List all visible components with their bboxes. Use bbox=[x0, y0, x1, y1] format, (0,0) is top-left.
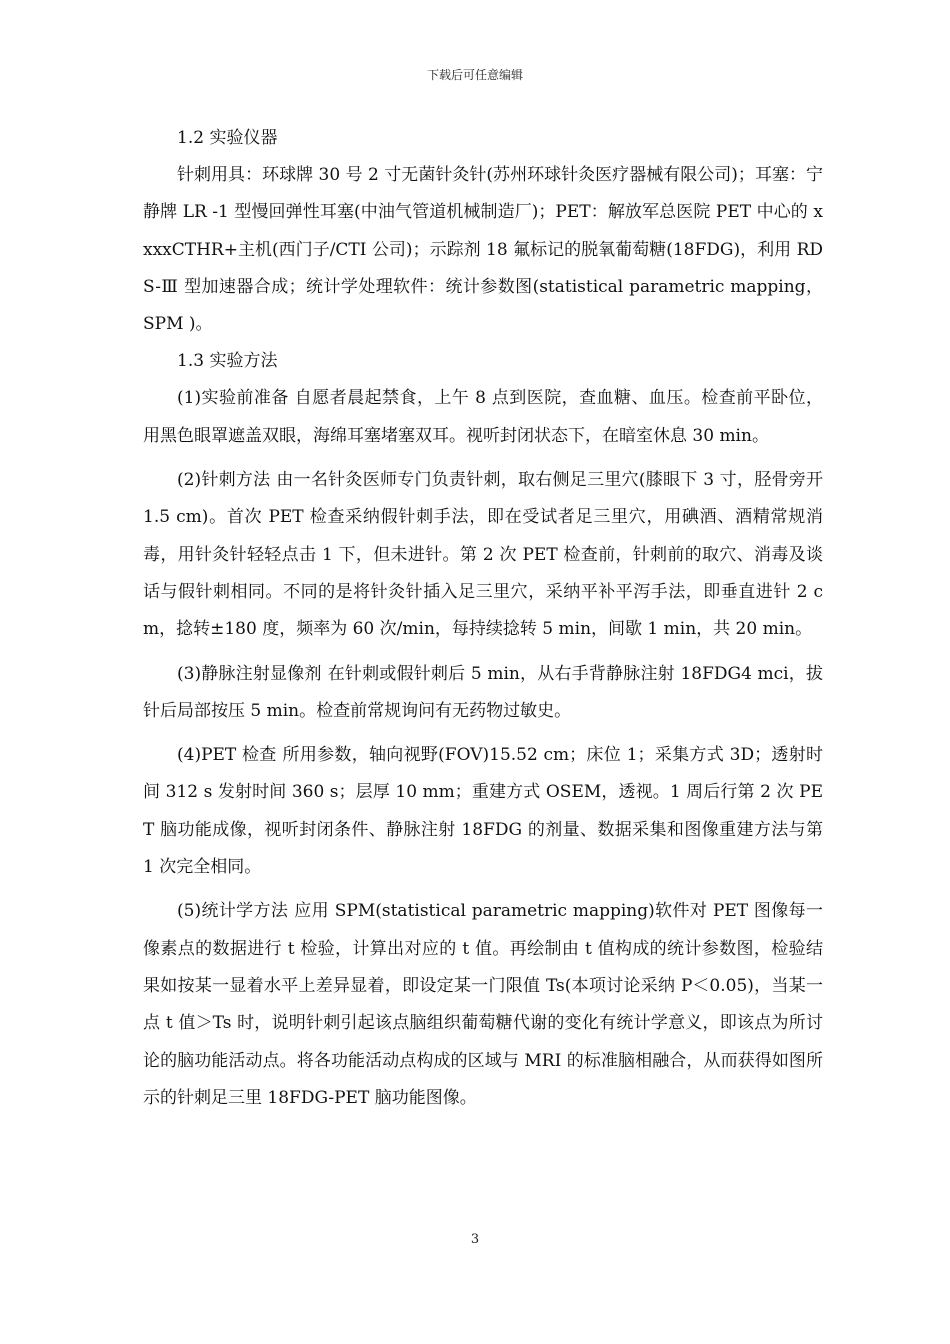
paragraph-gap bbox=[143, 886, 823, 893]
page-header: 下载后可任意编辑 bbox=[426, 68, 523, 82]
paragraph-instruments: 针刺用具：环球牌 30 号 2 寸无菌针灸针(苏州环球针灸医疗器械有限公司)；耳塞：宁静牌 LR -1 型慢回弹性耳塞(中油气管道机械制造厂)；PET：解放军总医院 PET 中心的 xxxxCTHR+主机(西门子/CTI 公司)；示踪剂 18 氟标记的脱氧葡萄糖(18FDG)，利用 RDS-Ⅲ 型加速器合成；统计学处理软件：统计参数图(statistical parametric mapping，SPM )。 bbox=[143, 165, 823, 335]
method-2-text: 由一名针灸医师专门负责针刺，取右侧足三里穴(膝眼下 3 寸，胫骨旁开 1.5 cm)。首次 PET 检查采纳假针刺手法，即在受试者足三里穴，用碘酒、酒精常规消毒，用针灸针轻轻点击 1 下，但未进针。第 2 次 PET 检查前，针刺前的取穴、消毒及谈话与假针刺相同。不同的是将针灸针插入足三里穴，采纳平补平泻手法，即垂直进针 2 cm，捻转±180 度，频率为 60 次/min，每持续捻转 5 min，间歇 1 min，共 20 min。 bbox=[143, 470, 823, 640]
page-number: 3 bbox=[470, 1232, 480, 1247]
method-5-text: 应用 SPM(statistical parametric mapping)软件对 PET 图像每一像素点的数据进行 t 检验，计算出对应的 t 值。再绘制由 t 值构成的统计参数图，检验结果如按某一显着水平上差异显着，即设定某一门限值 Ts(本项讨论采纳 P＜0.05)，当某一点 t 值＞Ts 时，说明针刺引起该点脑组织葡萄糖代谢的变化有统计学意义，即该点为所讨论的脑功能活动点。将各功能活动点构成的区域与 MRI 的标准脑相融合，从而获得如图所示的针刺足三里 18FDG-PET 脑功能图像。 bbox=[143, 901, 824, 1108]
method-3-text: 在针刺或假针刺后 5 min，从右手背静脉注射 18FDG4 mci，拔针后局部按压 5 min。检查前常规询问有无药物过敏史。 bbox=[143, 663, 823, 721]
paragraph-gap bbox=[143, 649, 823, 656]
paragraph-method-3 bbox=[143, 656, 823, 731]
method-4-text: 所用参数，轴向视野(FOV)15.52 cm；床位 1；采集方式 3D；透射时间 312 s 发射时间 360 s；层厚 10 mm；重建方式 OSEM，透视。1 周后行第 2 次 PET 脑功能成像，视听封闭条件、静脉注射 18FDG 的剂量、数据采集和图像重建方法与第 1 次完全相同。 bbox=[143, 745, 823, 878]
section-heading-1-3: 1.3 实验方法 bbox=[177, 351, 278, 372]
method-1-lead: (1)实验前准备 bbox=[177, 388, 289, 409]
paragraph-method-4 bbox=[143, 737, 823, 886]
paragraph-method-5 bbox=[143, 893, 823, 1117]
paragraph-gap bbox=[143, 455, 823, 462]
paragraph-method-1 bbox=[143, 380, 823, 455]
paragraph-method-2 bbox=[143, 462, 823, 648]
method-5-lead: (5)统计学方法 bbox=[177, 901, 289, 922]
paragraph-gap bbox=[143, 730, 823, 737]
method-2-lead: (2)针刺方法 bbox=[177, 470, 271, 491]
method-3-lead: (3)静脉注射显像剂 bbox=[177, 663, 322, 684]
section-heading-1-2: 1.2 实验仪器 bbox=[177, 128, 278, 148]
document-body bbox=[143, 120, 823, 1117]
method-4-lead: (4)PET 检查 bbox=[177, 745, 277, 766]
method-1-text: 自愿者晨起禁食，上午 8 点到医院，查血糖、血压。检查前平卧位，用黑色眼罩遮盖双眼，海绵耳塞堵塞双耳。视听封闭状态下，在暗室休息 30 min。 bbox=[143, 388, 823, 446]
